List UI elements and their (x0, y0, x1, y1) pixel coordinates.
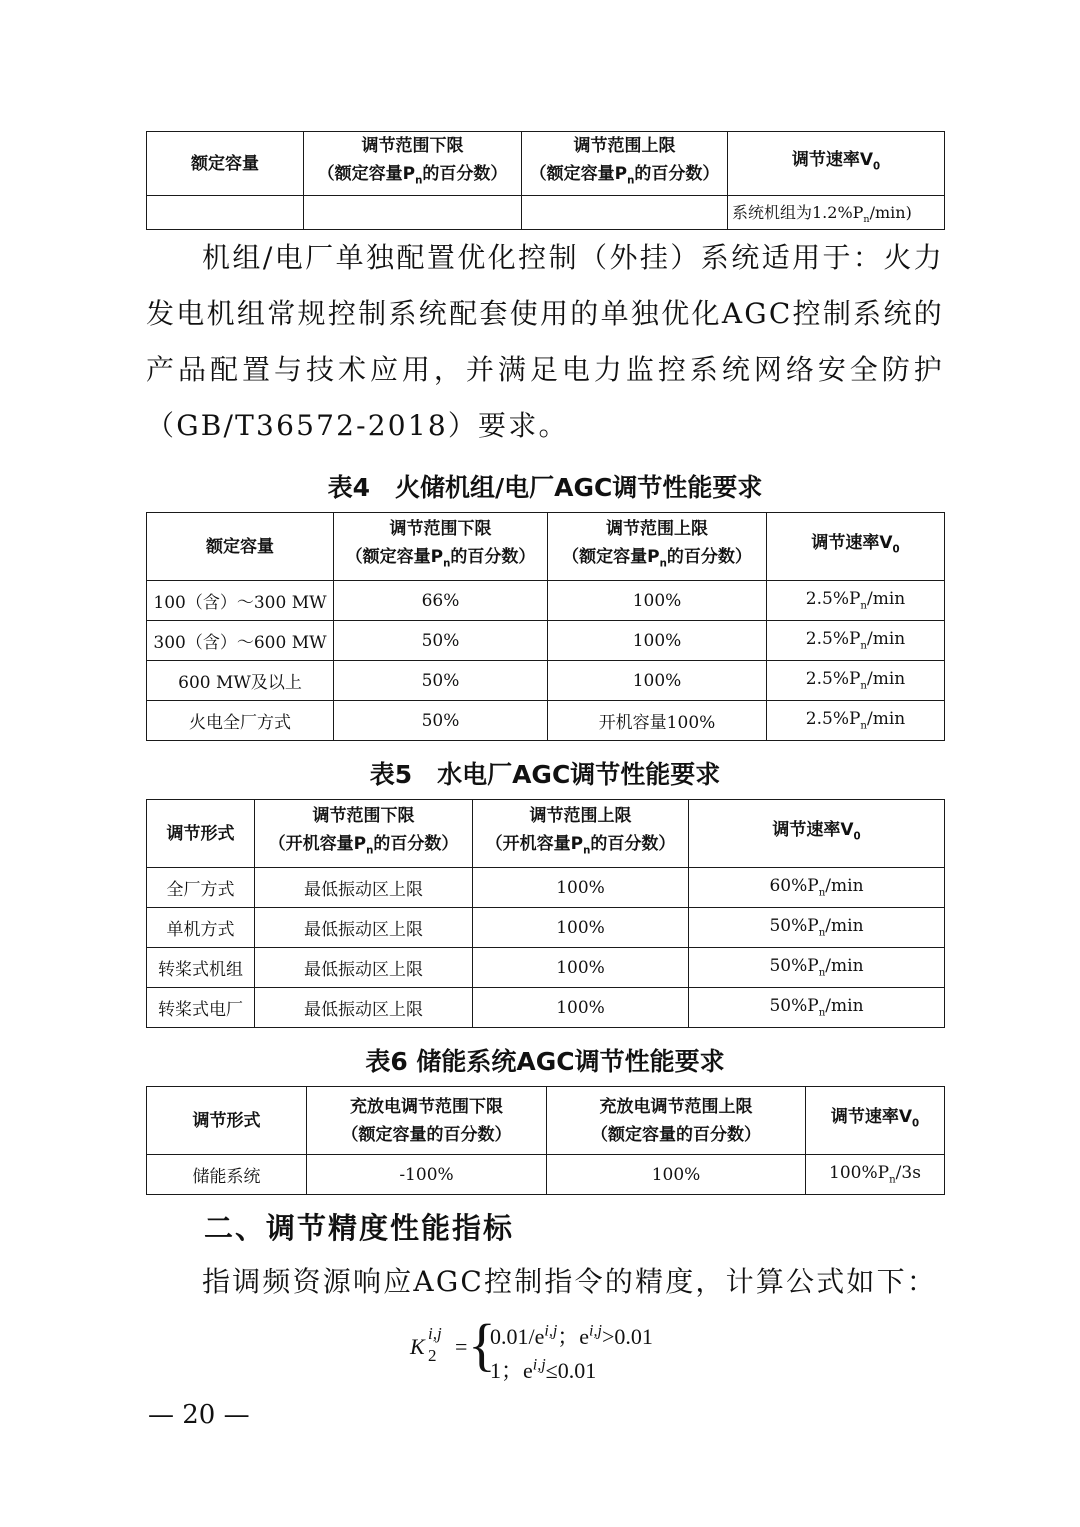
header-upper-limit: 调节范围上限 （额定容量$P_n$的百分数） (548, 513, 767, 581)
table-cell: 50% (334, 661, 548, 701)
formula-lhs: K i,j 2 (410, 1324, 442, 1365)
table-cell: $50\%P_n/\min$ (689, 948, 945, 988)
table-cell: 300（含）～600 MW (147, 621, 334, 661)
section-paragraph: 指调频资源响应AGC控制指令的精度，计算公式如下： (202, 1265, 938, 1298)
table-cell: 火电全厂方式 (147, 701, 334, 741)
table-cell: $2.5\%P_n/\min$ (767, 581, 945, 621)
table4-caption: 表4 火储机组/电厂AGC调节性能要求 (327, 473, 763, 502)
table-cell: 100% (473, 988, 689, 1028)
table-row (147, 868, 945, 908)
table-cell: $2.5\%P_n/\min$ (767, 621, 945, 661)
table-continued (146, 131, 945, 230)
table-cell (304, 196, 522, 230)
table-cell: 储能系统 (147, 1155, 307, 1195)
table-cell: $50\%P_n/\min$ (689, 988, 945, 1028)
table-row (147, 908, 945, 948)
table-cell: 100% (473, 868, 689, 908)
table-row (147, 1155, 945, 1195)
header-upper-limit: 充放电调节范围上限 （额定容量的百分数） (547, 1087, 806, 1155)
table-cell: $2.5\%P_n/\min$ (767, 661, 945, 701)
table5-caption: 表5 水电厂AGC调节性能要求 (369, 760, 721, 789)
table-cell: $50\%P_n/\min$ (689, 908, 945, 948)
table-cell: 600 MW及以上 (147, 661, 334, 701)
table-cell: 全厂方式 (147, 868, 255, 908)
formula-case-2: 1；$e^{i,j}\le 0.01$ (490, 1356, 597, 1383)
table-cell: 单机方式 (147, 908, 255, 948)
header-mode: 调节形式 (147, 1087, 307, 1155)
table-cell: -100% (307, 1155, 547, 1195)
header-upper-limit: 调节范围上限 （额定容量$P_n$的百分数） (522, 132, 728, 196)
table-cell: 100% (548, 661, 767, 701)
table-row (147, 581, 945, 621)
table-cell (522, 196, 728, 230)
table-cell: 系统机组为$1.2\%P_n/\min$) (728, 196, 945, 230)
table4 (146, 512, 945, 741)
table6 (146, 1086, 945, 1195)
body-paragraph: 机组/电厂单独配置优化控制（外挂）系统适用于：火力发电机组常规控制系统配套使用的单独优化AGC控制系统的产品配置与技术应用，并满足电力监控系统网络安全防护（GB/T36572-2018）要求。 (146, 241, 944, 442)
table-cell: 100% (548, 621, 767, 661)
header-upper-limit: 调节范围上限 （开机容量$P_n$的百分数） (473, 800, 689, 868)
table-cell: 转桨式机组 (147, 948, 255, 988)
header-lower-limit: 调节范围下限 （额定容量$P_n$的百分数） (304, 132, 522, 196)
table-cell: 50% (334, 701, 548, 741)
table-row (147, 948, 945, 988)
table-cell: 最低振动区上限 (255, 948, 473, 988)
section-heading: 二、调节精度性能指标 (204, 1211, 515, 1245)
table-cell: $100\%P_n/3s$ (806, 1155, 945, 1195)
header-rated-capacity: 额定容量 (147, 513, 334, 581)
table-cell (147, 196, 304, 230)
page-number: — 20 — (148, 1400, 250, 1430)
table5 (146, 799, 945, 1028)
header-lower-limit: 调节范围下限 （开机容量$P_n$的百分数） (255, 800, 473, 868)
table-cell: 转桨式电厂 (147, 988, 255, 1028)
table-cell: 最低振动区上限 (255, 988, 473, 1028)
header-rated-capacity: 额定容量 (147, 132, 304, 196)
table-cell: 100% (547, 1155, 806, 1195)
table-cell: $2.5\%P_n/\min$ (767, 701, 945, 741)
table-cell: 100% (473, 908, 689, 948)
header-rate: 调节速率$V_0$ (767, 513, 945, 581)
header-lower-limit: 调节范围下限 （额定容量$P_n$的百分数） (334, 513, 548, 581)
table-row (147, 701, 945, 741)
table-cell: 66% (334, 581, 548, 621)
table-row (147, 621, 945, 661)
formula-brace: { (468, 1312, 496, 1377)
table-cell: 100（含）～300 MW (147, 581, 334, 621)
table-cell: 100% (548, 581, 767, 621)
table-cell: 开机容量100% (548, 701, 767, 741)
table-row (147, 661, 945, 701)
table6-caption: 表6 储能系统AGC调节性能要求 (365, 1047, 725, 1076)
header-lower-limit: 充放电调节范围下限 （额定容量的百分数） (307, 1087, 547, 1155)
header-rate: 调节速率$V_0$ (806, 1087, 945, 1155)
table-row (147, 988, 945, 1028)
table-cell: $60\%P_n/\min$ (689, 868, 945, 908)
table-cell: 50% (334, 621, 548, 661)
table-cell: 最低振动区上限 (255, 868, 473, 908)
table-cell: 最低振动区上限 (255, 908, 473, 948)
formula (410, 1312, 700, 1390)
formula-equals: = (455, 1334, 468, 1359)
formula-case-1: $0.01/e^{i,j}$；$e^{i,j}>0.01$ (490, 1322, 653, 1349)
header-rate: 调节速率$V_0$ (689, 800, 945, 868)
table-cell: 100% (473, 948, 689, 988)
header-rate: 调节速率$V_0$ (728, 132, 945, 196)
header-mode: 调节形式 (147, 800, 255, 868)
